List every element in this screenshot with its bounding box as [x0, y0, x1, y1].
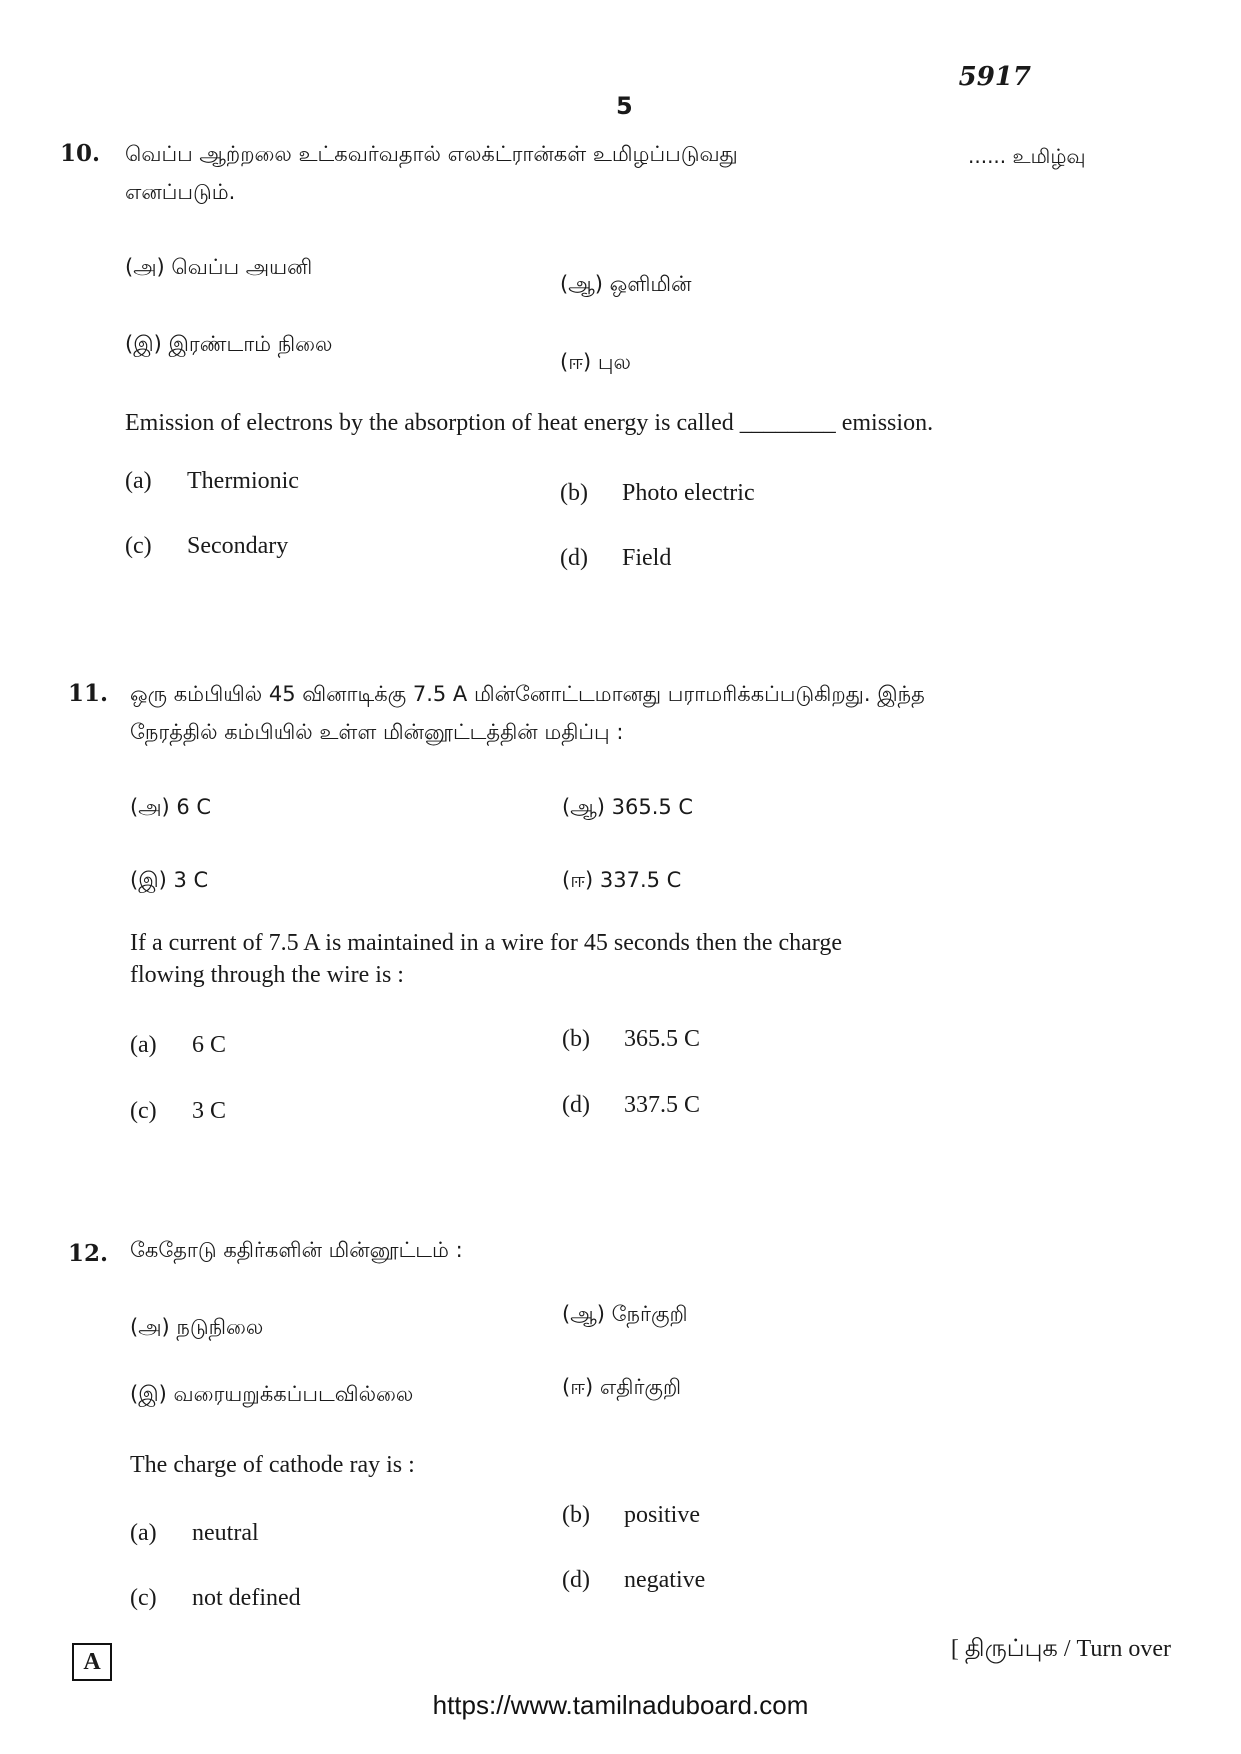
english-option-c: [130, 1098, 226, 1125]
option-label: (c): [130, 1098, 157, 1124]
option-label: (d): [560, 545, 588, 571]
tamil-option-c: (இ) 3 C: [130, 868, 209, 892]
option-text: negative: [624, 1567, 706, 1593]
option-label: (d): [562, 1567, 590, 1593]
page-number: 5: [616, 92, 633, 120]
question-number: 11.: [68, 680, 109, 707]
english-option-c: [130, 1585, 301, 1612]
option-label: (a): [130, 1032, 157, 1058]
version-box: A: [72, 1643, 112, 1681]
tamil-option-a: (அ) வெப்ப அயனி: [125, 255, 313, 279]
option-label: (d): [562, 1092, 590, 1118]
option-label: (c): [125, 533, 152, 559]
english-option-b: [560, 480, 755, 507]
source-url[interactable]: https://www.tamilnaduboard.com: [432, 1690, 809, 1720]
tamil-option-d: (ஈ) எதிர்குறி: [562, 1375, 682, 1399]
tamil-option-d: (ஈ) 337.5 C: [562, 868, 682, 892]
english-option-d: [562, 1092, 700, 1119]
tamil-option-b: (ஆ) நேர்குறி: [562, 1302, 688, 1326]
english-option-c: [125, 533, 288, 560]
english-option-a: [130, 1520, 259, 1547]
option-label: (b): [560, 480, 588, 506]
english-option-a: [125, 468, 299, 495]
option-text: 337.5 C: [624, 1092, 701, 1118]
tamil-option-b: (ஆ) 365.5 C: [562, 795, 694, 819]
option-label: (a): [125, 468, 152, 494]
question-english: The charge of cathode ray is :: [130, 1452, 415, 1478]
question-english-line1: If a current of 7.5 A is maintained in a wire for 45 seconds then the charge: [130, 930, 842, 956]
english-option-d: [562, 1567, 705, 1594]
option-text: Field: [622, 545, 672, 571]
option-text: Photo electric: [622, 480, 755, 506]
paper-code: 5917: [958, 62, 1031, 92]
question-number: 10.: [60, 140, 101, 167]
question-tamil-line2: நேரத்தில் கம்பியில் உள்ள மின்னூட்டத்தின் மதிப்பு :: [130, 720, 624, 744]
question-number: 12.: [68, 1240, 109, 1267]
question-tamil-blank: ...... உமிழ்வு: [968, 144, 1086, 168]
question-english-line2: flowing through the wire is :: [130, 962, 404, 988]
option-text: 3 C: [192, 1098, 227, 1124]
question-tamil-line1: ஒரு கம்பியில் 45 வினாடிக்கு 7.5 A மின்னோட்டமானது பராமரிக்கப்படுகிறது. இந்த: [130, 682, 925, 706]
option-text: 6 C: [192, 1032, 227, 1058]
english-option-d: [560, 545, 671, 572]
question-tamil-line2: எனப்படும்.: [125, 180, 236, 204]
question-tamil-line1: வெப்ப ஆற்றலை உட்கவர்வதால் எலக்ட்ரான்கள் உமிழப்படுவது: [125, 142, 738, 166]
tamil-option-a: (அ) 6 C: [130, 795, 212, 819]
english-option-a: [130, 1032, 226, 1059]
option-label: (a): [130, 1520, 157, 1546]
tamil-option-c: (இ) வரையறுக்கப்படவில்லை: [130, 1382, 414, 1406]
tamil-option-c: (இ) இரண்டாம் நிலை: [125, 332, 333, 356]
option-text: Secondary: [187, 533, 289, 559]
option-label: (c): [130, 1585, 157, 1611]
english-option-b: [562, 1026, 700, 1053]
english-option-b: [562, 1502, 700, 1529]
option-label: (b): [562, 1502, 590, 1528]
option-text: positive: [624, 1502, 700, 1528]
tamil-option-d: (ஈ) புல: [560, 350, 631, 374]
turn-over-label: [ திருப்புக / Turn over: [950, 1636, 1171, 1662]
option-label: (b): [562, 1026, 590, 1052]
option-text: not defined: [192, 1585, 301, 1611]
tamil-option-a: (அ) நடுநிலை: [130, 1315, 264, 1339]
option-text: Thermionic: [187, 468, 299, 494]
option-text: 365.5 C: [624, 1026, 701, 1052]
option-text: neutral: [192, 1520, 259, 1546]
question-tamil-line1: கேதோடு கதிர்களின் மின்னூட்டம் :: [130, 1238, 463, 1262]
question-english: Emission of electrons by the absorption of heat energy is called ________ emission.: [125, 410, 934, 436]
tamil-option-b: (ஆ) ஒளிமின்: [560, 272, 692, 296]
